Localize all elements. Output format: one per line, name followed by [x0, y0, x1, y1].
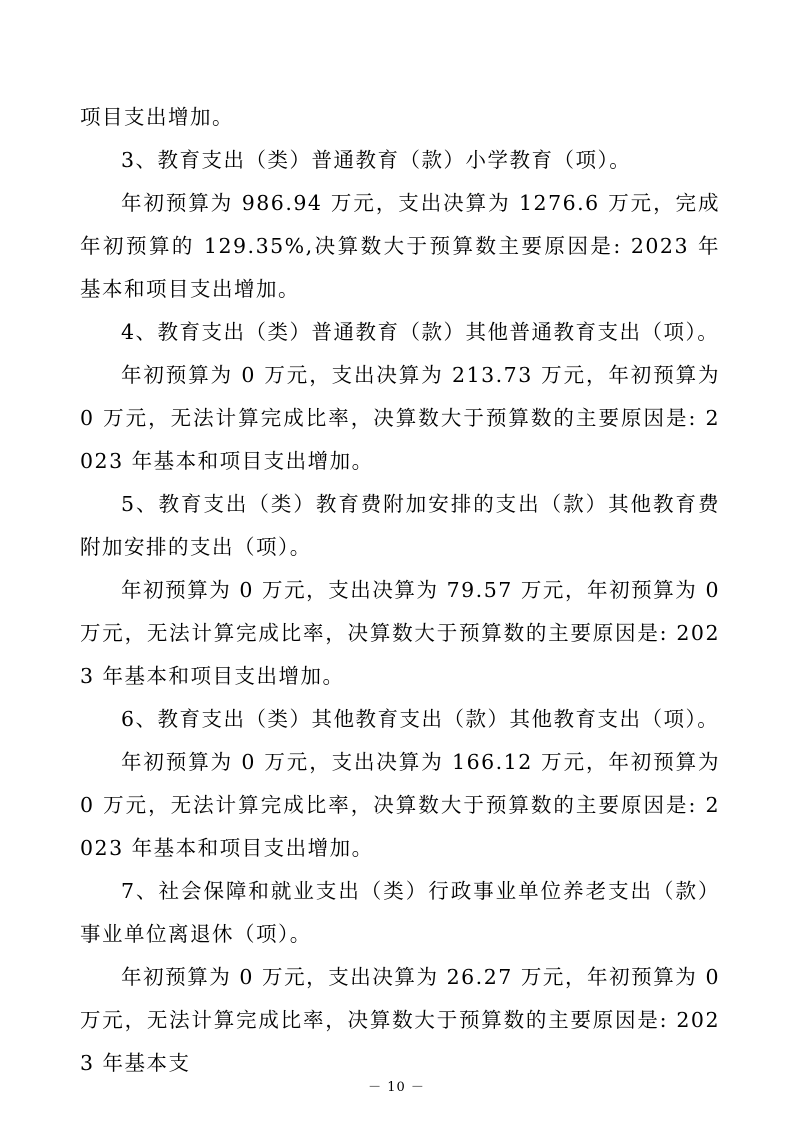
paragraph-continuation: 项目支出增加。 [80, 105, 234, 129]
paragraph-section-3: 年初预算为 986.94 万元，支出决算为 1276.6 万元，完成年初预算的 129.35%,决算数大于预算数主要原因是: 2023 年基本和项目支出增加。 [80, 191, 720, 301]
paragraph-section-7: 年初预算为 0 万元，支出决算为 26.27 万元，年初预算为 0 万元，无法计算完成比率，决算数大于预算数的主要原因是: 2023 年基本支 [80, 965, 720, 1075]
paragraph-section-5: 年初预算为 0 万元，支出决算为 79.57 万元，年初预算为 0 万元，无法计算完成比率，决算数大于预算数的主要原因是: 2023 年基本和项目支出增加。 [80, 578, 720, 688]
section-heading-7: 7、社会保障和就业支出（类）行政事业单位养老支出（款）事业单位离退休（项）。 [80, 879, 720, 946]
section-heading-4: 4、教育支出（类）普通教育（款）其他普通教育支出（项）。 [121, 320, 720, 344]
section-heading-6: 6、教育支出（类）其他教育支出（款）其他教育支出（项）。 [121, 707, 720, 731]
section-heading-3: 3、教育支出（类）普通教育（款）小学教育（项）。 [121, 148, 632, 172]
document-body [80, 96, 720, 1085]
page-number: － 10 － [368, 1080, 425, 1095]
section-heading-5: 5、教育支出（类）教育费附加安排的支出（款）其他教育费附加安排的支出（项）。 [80, 492, 720, 559]
paragraph-section-6: 年初预算为 0 万元，支出决算为 166.12 万元，年初预算为 0 万元，无法计算完成比率，决算数大于预算数的主要原因是: 2023 年基本和项目支出增加。 [80, 750, 720, 860]
paragraph-section-4: 年初预算为 0 万元，支出决算为 213.73 万元，年初预算为 0 万元，无法计算完成比率，决算数大于预算数的主要原因是: 2023 年基本和项目支出增加。 [80, 363, 720, 473]
